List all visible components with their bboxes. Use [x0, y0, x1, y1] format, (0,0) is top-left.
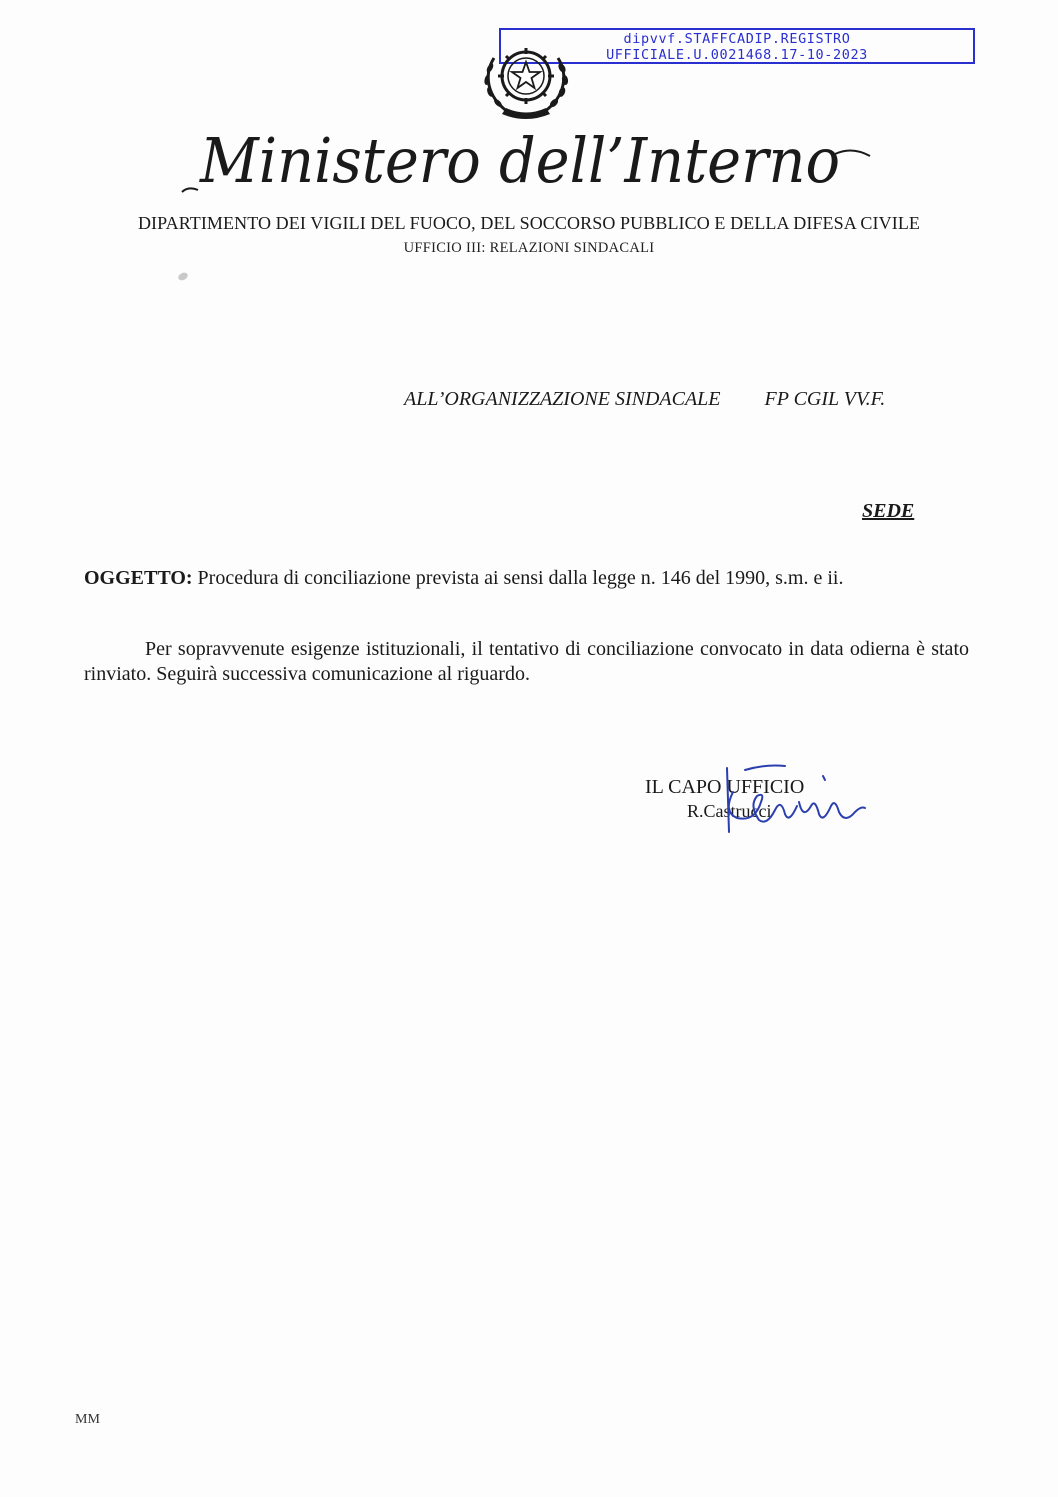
signature-title: IL CAPO UFFICIO — [645, 776, 805, 798]
department-name: DIPARTIMENTO DEI VIGILI DEL FUOCO, DEL SOCCORSO PUBBLICO E DELLA DIFESA CIVILE — [137, 213, 921, 233]
addressee-location: SEDE — [862, 500, 915, 522]
addressee-prefix: ALL’ORGANIZZAZIONE SINDACALE — [404, 388, 721, 410]
handwritten-signature-icon — [715, 762, 905, 842]
scan-smudge — [177, 271, 189, 282]
addressee-recipient: FP CGIL VV.F. — [764, 388, 886, 410]
subject-label: OGGETTO: — [84, 567, 193, 589]
ministry-name: Ministero dell’Interno — [199, 124, 840, 197]
operator-initials: MM — [75, 1412, 100, 1427]
addressee-line — [404, 388, 885, 411]
italian-republic-emblem-icon — [474, 38, 578, 124]
body-paragraph: Per sopravvenute esigenze istituzionali, il tentativo di conciliazione convocato in data odierna è stato rinviato. Seguirà successiva comunicazione al riguardo. — [84, 638, 969, 685]
protocol-stamp-line2: UFFICIALE.U.0021468.17-10-2023 — [606, 47, 868, 63]
subject-text: Procedura di conciliazione prevista ai sensi dalla legge n. 146 del 1990, s.m. e ii. — [197, 567, 844, 589]
ministry-logotype — [180, 118, 880, 202]
subject-line — [84, 567, 843, 590]
office-name: UFFICIO III: RELAZIONI SINDACALI — [403, 240, 655, 256]
signature-name: R.Castrucci — [687, 801, 772, 821]
signature-block — [645, 776, 885, 846]
protocol-stamp-line1: dipvvf.STAFFCADIP.REGISTRO — [623, 31, 851, 47]
